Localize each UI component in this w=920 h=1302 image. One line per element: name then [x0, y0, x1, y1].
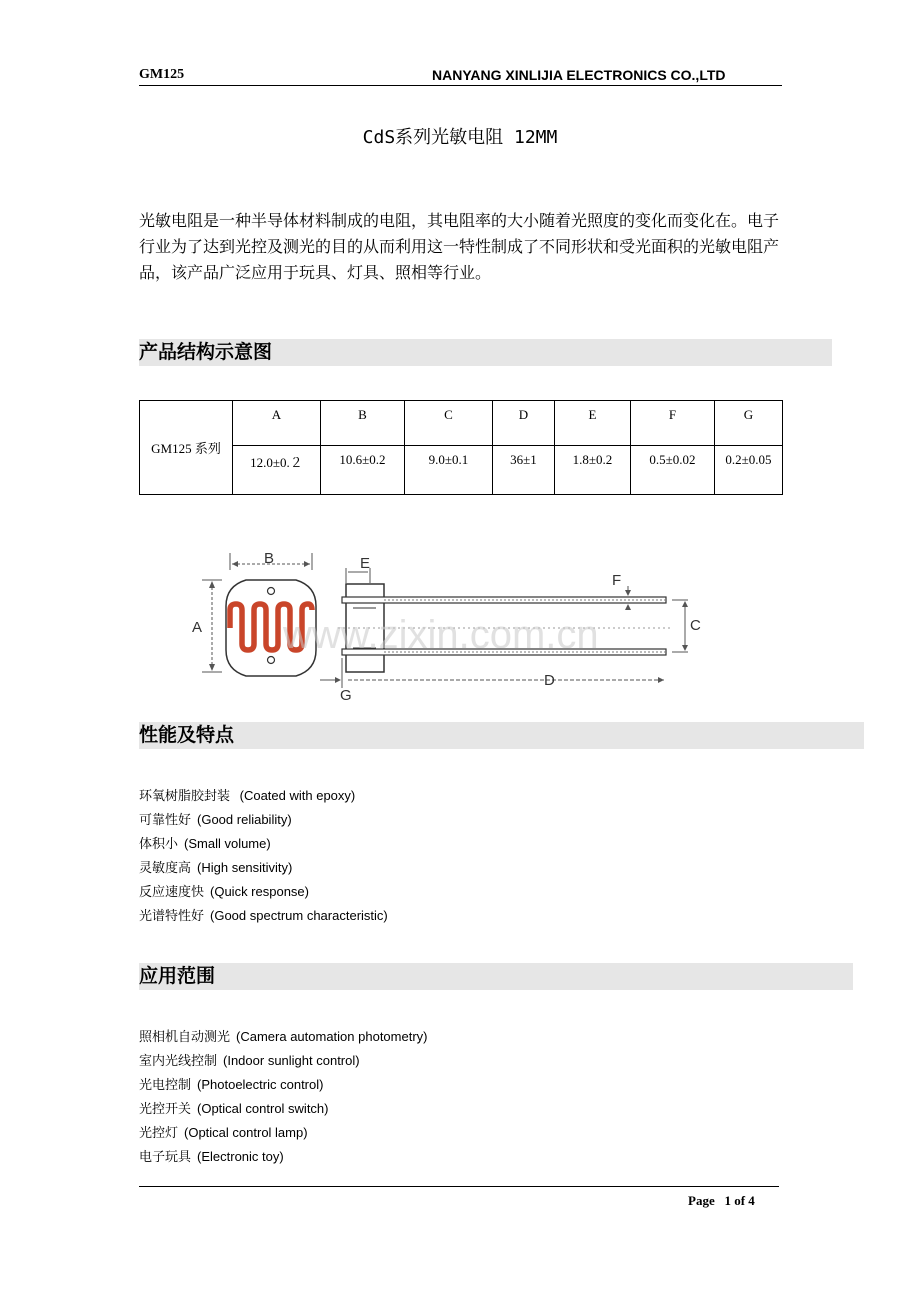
list-item: 光控开关 (Optical control switch) [139, 1101, 329, 1117]
diagram-label-g: G [340, 687, 352, 704]
section-heading-applications: 应用范围 [139, 965, 216, 987]
page-number: Page 1 of 4 [688, 1193, 755, 1208]
diagram-label-f: F [612, 572, 622, 589]
section-heading-features: 性能及特点 [139, 724, 235, 746]
list-item: 光电控制 (Photoelectric control) [139, 1077, 324, 1093]
spec-value: 10.6±0.2 [321, 446, 405, 495]
spec-col-header: C [405, 401, 493, 446]
spec-col-header: B [321, 401, 405, 446]
section-heading-structure: 产品结构示意图 [139, 341, 273, 363]
header-company: NANYANG XINLIJIA ELECTRONICS CO.,LTD [432, 67, 726, 83]
spec-table [139, 400, 783, 495]
dim-arrow [232, 561, 238, 567]
spec-value: 1.8±0.2 [555, 446, 631, 495]
list-item: 环氧树脂胶封装 (Coated with epoxy) [139, 788, 356, 804]
page-title: CdS系列光敏电阻 12MM [362, 127, 558, 148]
list-item: 光谱特性好 (Good spectrum characteristic) [139, 908, 388, 924]
spec-col-header: E [555, 401, 631, 446]
spec-value: 0.5±0.02 [631, 446, 715, 495]
spec-row-label: GM125 系列 [140, 401, 233, 495]
list-item: 可靠性好 (Good reliability) [139, 812, 292, 828]
footer-divider [139, 1186, 779, 1187]
spec-col-header: F [631, 401, 715, 446]
intro-paragraph: 光敏电阻是一种半导体材料制成的电阻，其电阻率的大小随着光照度的变化而变化在。电子行业为了达到光控及测光的目的从而利用这一特性制成了不同形状和受光面积的光敏电阻产品，该产品广泛应用于玩具、灯具、照相等行业。 [139, 211, 780, 282]
diagram-label-e: E [360, 555, 371, 572]
header-divider [139, 85, 782, 86]
structure-diagram [188, 548, 688, 708]
spec-value: 9.0±0.1 [405, 446, 493, 495]
list-item: 室内光线控制 (Indoor sunlight control) [139, 1053, 360, 1069]
dim-arrow [304, 561, 310, 567]
spec-value: 36±1 [493, 446, 555, 495]
header-model: GM125 [139, 67, 185, 82]
spec-value: 0.2±0.05 [715, 446, 783, 495]
diagram-label-d: D [544, 672, 555, 689]
list-item: 反应速度快 (Quick response) [139, 884, 309, 900]
diagram-label-c: C [690, 617, 701, 634]
list-item: 灵敏度高 (High sensitivity) [139, 860, 293, 876]
list-item: 电子玩具 (Electronic toy) [139, 1149, 284, 1165]
spec-value: 12.0±0.２ [233, 446, 321, 495]
applications-list [139, 1025, 428, 1169]
list-item: 光控灯 (Optical control lamp) [139, 1125, 308, 1141]
watermark: www.zixin.com.cn [283, 613, 599, 657]
spec-col-header: A [233, 401, 321, 446]
section-bar-applications [139, 963, 853, 990]
list-item: 照相机自动测光 (Camera automation photometry) [139, 1029, 428, 1045]
section-bar-features [139, 722, 864, 749]
diagram-label-a: A [192, 619, 203, 636]
diagram-label-b: B [264, 550, 275, 567]
features-list [139, 784, 388, 928]
spec-col-header: G [715, 401, 783, 446]
list-item: 体积小 (Small volume) [139, 836, 271, 852]
spec-col-header: D [493, 401, 555, 446]
